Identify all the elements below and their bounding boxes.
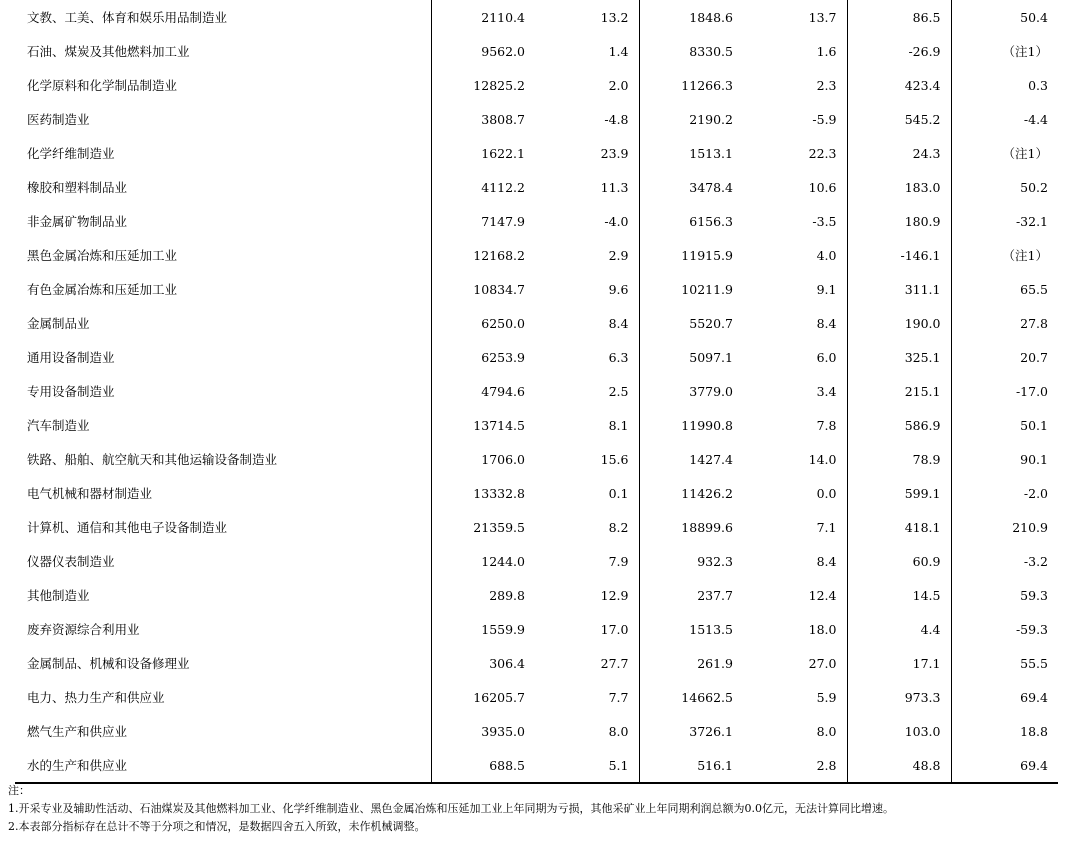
- revenue-growth-cell: 6.3: [608, 349, 629, 365]
- industry-name-cell: 专用设备制造业: [27, 384, 115, 399]
- industry-name-cell: 电力、热力生产和供应业: [27, 690, 165, 705]
- cost-growth-cell: 2.3: [816, 77, 837, 93]
- cost-growth-cell: 2.8: [743, 748, 847, 783]
- revenue-value-cell: 12825.2: [431, 68, 535, 102]
- table-row: [15, 136, 1058, 170]
- cost-growth-cell: 3.4: [816, 383, 837, 399]
- table-row: [15, 510, 1058, 544]
- revenue-value-cell: 6253.9: [431, 340, 535, 374]
- cost-growth-cell: 10.6: [808, 179, 837, 195]
- cost-value-cell: 11915.9: [639, 238, 743, 272]
- profit-value-cell: 180.9: [847, 204, 951, 238]
- cost-growth-cell: 0.0: [816, 485, 837, 501]
- cost-growth-cell: 8.4: [816, 315, 837, 331]
- profit-value-cell: -146.1: [847, 238, 951, 272]
- profit-growth-cell: 69.4: [951, 680, 1058, 714]
- revenue-growth-cell: 9.6: [608, 281, 629, 297]
- revenue-growth-cell: 2.5: [608, 383, 629, 399]
- cost-value-cell: 10211.9: [639, 272, 743, 306]
- cost-value-cell: 3779.0: [639, 374, 743, 408]
- profit-growth-cell: 55.5: [951, 646, 1058, 680]
- cost-growth-cell: 22.3: [808, 145, 837, 161]
- revenue-value-cell: 2110.4: [431, 0, 535, 34]
- table-row: [15, 442, 1058, 476]
- profit-value-cell: 14.5: [847, 578, 951, 612]
- profit-value-cell: 586.9: [847, 408, 951, 442]
- industry-name-cell: 文教、工美、体育和娱乐用品制造业: [27, 10, 228, 25]
- cost-value-cell: 1513.1: [639, 136, 743, 170]
- revenue-value-cell: 9562.0: [431, 34, 535, 68]
- industry-name-cell: 电气机械和器材制造业: [27, 486, 153, 501]
- cost-growth-cell: -3.5: [812, 213, 837, 229]
- cost-value-cell: 3478.4: [639, 170, 743, 204]
- revenue-value-cell: 4794.6: [431, 374, 535, 408]
- cost-value-cell: 14662.5: [639, 680, 743, 714]
- cost-growth-cell: 7.1: [816, 519, 837, 535]
- revenue-growth-cell: 8.0: [608, 723, 629, 739]
- industry-name-cell: 金属制品、机械和设备修理业: [27, 656, 190, 671]
- revenue-growth-cell: 8.2: [608, 519, 629, 535]
- revenue-value-cell: 13332.8: [431, 476, 535, 510]
- profit-value-cell: 60.9: [847, 544, 951, 578]
- cost-value-cell: 11990.8: [639, 408, 743, 442]
- table-row: [15, 714, 1058, 748]
- revenue-value-cell: 10834.7: [431, 272, 535, 306]
- table-row: [15, 646, 1058, 680]
- profit-growth-cell: 50.4: [951, 0, 1058, 34]
- revenue-growth-cell: 7.7: [608, 689, 629, 705]
- profit-growth-cell: 59.3: [951, 578, 1058, 612]
- revenue-growth-cell: 13.2: [600, 9, 629, 25]
- revenue-value-cell: 1244.0: [431, 544, 535, 578]
- table-row: [15, 374, 1058, 408]
- revenue-growth-cell: 7.9: [608, 553, 629, 569]
- profit-value-cell: 78.9: [847, 442, 951, 476]
- industry-statistics-table: [15, 0, 1058, 784]
- cost-value-cell: 237.7: [639, 578, 743, 612]
- cost-growth-cell: 6.0: [816, 349, 837, 365]
- table-row: [15, 68, 1058, 102]
- cost-value-cell: 2190.2: [639, 102, 743, 136]
- table-row: [15, 408, 1058, 442]
- industry-name-cell: 燃气生产和供应业: [27, 724, 128, 739]
- profit-value-cell: 325.1: [847, 340, 951, 374]
- cost-growth-cell: 9.1: [816, 281, 837, 297]
- cost-value-cell: 1427.4: [639, 442, 743, 476]
- revenue-value-cell: 1559.9: [431, 612, 535, 646]
- industry-name-cell: 黑色金属冶炼和压延加工业: [27, 248, 178, 263]
- cost-growth-cell: 14.0: [808, 451, 837, 467]
- industry-name-cell: 其他制造业: [27, 588, 90, 603]
- profit-value-cell: 545.2: [847, 102, 951, 136]
- note-2: 2.本表部分指标存在总计不等于分项之和情况，是数据四舍五入所致，未作机械调整。: [8, 820, 426, 833]
- profit-growth-cell: （注1）: [951, 238, 1058, 272]
- industry-name-cell: 仪器仪表制造业: [27, 554, 115, 569]
- table-row: [15, 102, 1058, 136]
- table-row: [15, 578, 1058, 612]
- revenue-value-cell: 16205.7: [431, 680, 535, 714]
- cost-value-cell: 1513.5: [639, 612, 743, 646]
- profit-value-cell: -26.9: [847, 34, 951, 68]
- profit-growth-cell: -4.4: [951, 102, 1058, 136]
- profit-value-cell: 423.4: [847, 68, 951, 102]
- profit-value-cell: 215.1: [847, 374, 951, 408]
- industry-name-cell: 铁路、船舶、航空航天和其他运输设备制造业: [27, 452, 278, 467]
- industry-name-cell: 有色金属冶炼和压延加工业: [27, 282, 178, 297]
- revenue-growth-cell: 5.1: [535, 748, 639, 783]
- industry-name-cell: 化学原料和化学制品制造业: [27, 78, 178, 93]
- revenue-value-cell: 289.8: [431, 578, 535, 612]
- table-row: [15, 34, 1058, 68]
- revenue-growth-cell: 8.1: [608, 417, 629, 433]
- revenue-value-cell: 688.5: [431, 748, 535, 783]
- industry-name-cell: 废弃资源综合利用业: [27, 622, 140, 637]
- revenue-growth-cell: 2.9: [608, 247, 629, 263]
- table-body: [15, 0, 1058, 783]
- revenue-growth-cell: 15.6: [600, 451, 629, 467]
- revenue-growth-cell: 12.9: [600, 587, 629, 603]
- profit-value-cell: 4.4: [847, 612, 951, 646]
- profit-value-cell: 48.8: [847, 748, 951, 783]
- revenue-value-cell: 1706.0: [431, 442, 535, 476]
- revenue-growth-cell: 23.9: [600, 145, 629, 161]
- profit-value-cell: 103.0: [847, 714, 951, 748]
- table-row: [15, 340, 1058, 374]
- revenue-growth-cell: 11.3: [600, 179, 629, 195]
- profit-growth-cell: 18.8: [951, 714, 1058, 748]
- revenue-growth-cell: 0.1: [608, 485, 629, 501]
- profit-growth-cell: （注1）: [951, 136, 1058, 170]
- profit-value-cell: 311.1: [847, 272, 951, 306]
- cost-value-cell: 1848.6: [639, 0, 743, 34]
- profit-growth-cell: -32.1: [951, 204, 1058, 238]
- table-row: [15, 204, 1058, 238]
- industry-name-cell: 非金属矿物制品业: [27, 214, 128, 229]
- cost-growth-cell: 5.9: [816, 689, 837, 705]
- table-row: [15, 272, 1058, 306]
- table-row: [15, 748, 1058, 783]
- cost-growth-cell: 8.4: [816, 553, 837, 569]
- table-row: [15, 306, 1058, 340]
- profit-growth-cell: 65.5: [951, 272, 1058, 306]
- cost-value-cell: 261.9: [639, 646, 743, 680]
- cost-growth-cell: -5.9: [812, 111, 837, 127]
- statistics-table-container: [15, 0, 1058, 784]
- cost-growth-cell: 8.0: [816, 723, 837, 739]
- revenue-growth-cell: 27.7: [600, 655, 629, 671]
- profit-growth-cell: 27.8: [951, 306, 1058, 340]
- profit-value-cell: 599.1: [847, 476, 951, 510]
- industry-name-cell: 水的生产和供应业: [15, 748, 431, 783]
- cost-value-cell: 11266.3: [639, 68, 743, 102]
- industry-name-cell: 汽车制造业: [27, 418, 90, 433]
- revenue-value-cell: 306.4: [431, 646, 535, 680]
- cost-value-cell: 932.3: [639, 544, 743, 578]
- cost-growth-cell: 27.0: [808, 655, 837, 671]
- profit-value-cell: 183.0: [847, 170, 951, 204]
- cost-value-cell: 8330.5: [639, 34, 743, 68]
- profit-value-cell: 190.0: [847, 306, 951, 340]
- cost-value-cell: 11426.2: [639, 476, 743, 510]
- revenue-value-cell: 1622.1: [431, 136, 535, 170]
- profit-value-cell: 24.3: [847, 136, 951, 170]
- revenue-value-cell: 12168.2: [431, 238, 535, 272]
- cost-value-cell: 5520.7: [639, 306, 743, 340]
- industry-name-cell: 通用设备制造业: [27, 350, 115, 365]
- table-row: [15, 476, 1058, 510]
- revenue-value-cell: 7147.9: [431, 204, 535, 238]
- cost-value-cell: 516.1: [639, 748, 743, 783]
- profit-value-cell: 86.5: [847, 0, 951, 34]
- revenue-growth-cell: -4.8: [604, 111, 629, 127]
- cost-value-cell: 5097.1: [639, 340, 743, 374]
- profit-growth-cell: 90.1: [951, 442, 1058, 476]
- profit-growth-cell: -17.0: [951, 374, 1058, 408]
- notes-heading: 注：: [8, 784, 30, 797]
- profit-value-cell: 418.1: [847, 510, 951, 544]
- cost-value-cell: 6156.3: [639, 204, 743, 238]
- revenue-value-cell: 3935.0: [431, 714, 535, 748]
- cost-value-cell: 3726.1: [639, 714, 743, 748]
- revenue-value-cell: 13714.5: [431, 408, 535, 442]
- table-row: [15, 0, 1058, 34]
- cost-growth-cell: 13.7: [808, 9, 837, 25]
- profit-growth-cell: -59.3: [951, 612, 1058, 646]
- profit-growth-cell: 0.3: [951, 68, 1058, 102]
- note-1: 1.开采专业及辅助性活动、石油煤炭及其他燃料加工业、化学纤维制造业、黑色金属冶炼和压延加工业上年同期为亏损，其他采矿业上年同期利润总额为0.0亿元，无法计算同比增速。: [8, 802, 894, 815]
- industry-name-cell: 橡胶和塑料制品业: [27, 180, 128, 195]
- profit-growth-cell: 210.9: [951, 510, 1058, 544]
- industry-name-cell: 医药制造业: [27, 112, 90, 127]
- industry-name-cell: 石油、煤炭及其他燃料加工业: [27, 44, 190, 59]
- table-row: [15, 170, 1058, 204]
- profit-value-cell: 17.1: [847, 646, 951, 680]
- table-row: [15, 544, 1058, 578]
- profit-growth-cell: -3.2: [951, 544, 1058, 578]
- cost-growth-cell: 1.6: [816, 43, 837, 59]
- revenue-growth-cell: 8.4: [608, 315, 629, 331]
- revenue-growth-cell: 17.0: [600, 621, 629, 637]
- cost-growth-cell: 12.4: [808, 587, 837, 603]
- revenue-value-cell: 4112.2: [431, 170, 535, 204]
- revenue-growth-cell: 2.0: [608, 77, 629, 93]
- profit-growth-cell: 50.2: [951, 170, 1058, 204]
- profit-growth-cell: 50.1: [951, 408, 1058, 442]
- industry-name-cell: 金属制品业: [27, 316, 90, 331]
- profit-growth-cell: -2.0: [951, 476, 1058, 510]
- table-row: [15, 612, 1058, 646]
- cost-growth-cell: 18.0: [808, 621, 837, 637]
- revenue-growth-cell: -4.0: [604, 213, 629, 229]
- cost-growth-cell: 7.8: [816, 417, 837, 433]
- revenue-value-cell: 6250.0: [431, 306, 535, 340]
- table-row: [15, 680, 1058, 714]
- table-row: [15, 238, 1058, 272]
- industry-name-cell: 计算机、通信和其他电子设备制造业: [27, 520, 228, 535]
- revenue-value-cell: 21359.5: [431, 510, 535, 544]
- profit-growth-cell: （注1）: [951, 34, 1058, 68]
- revenue-growth-cell: 1.4: [608, 43, 629, 59]
- revenue-value-cell: 3808.7: [431, 102, 535, 136]
- profit-growth-cell: 69.4: [951, 748, 1058, 783]
- profit-value-cell: 973.3: [847, 680, 951, 714]
- profit-growth-cell: 20.7: [951, 340, 1058, 374]
- table-notes: [8, 782, 1068, 836]
- industry-name-cell: 化学纤维制造业: [27, 146, 115, 161]
- cost-value-cell: 18899.6: [639, 510, 743, 544]
- cost-growth-cell: 4.0: [816, 247, 837, 263]
